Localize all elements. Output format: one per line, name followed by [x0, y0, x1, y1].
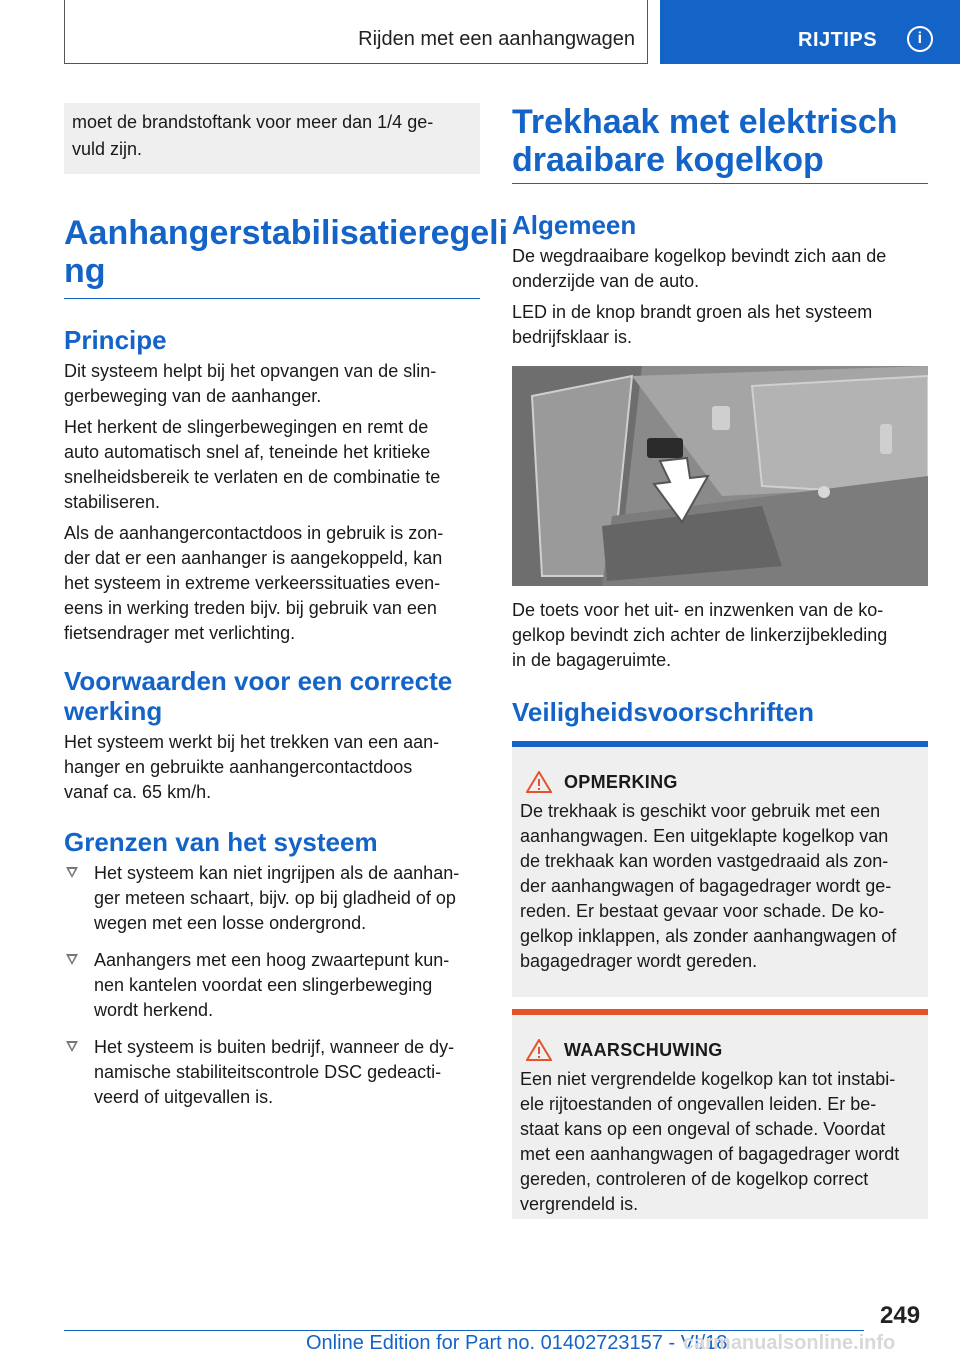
paragraph: Als de aanhangercontactdoos in gebruik is zon‐ der dat er een aanhanger is aangekoppeld, kan het systeem in extreme verkeerssituaties even‐ eens in werking treden bijv. bij gebruik van een fietsendrager met verlichting.	[64, 523, 444, 643]
header-section-title: Rijden met een aanhangwagen	[358, 28, 635, 50]
left-column	[64, 103, 509, 1122]
trunk-illustration	[512, 366, 928, 586]
notice-title: OPMERKING	[564, 771, 678, 792]
section-title-tow-hitch: Trekhaak met elektrisch draaibare kogelkop	[512, 103, 928, 184]
limits-list	[64, 861, 480, 1110]
warning-text: Een niet vergrendelde kogelkop kan tot instabi‐ ele rijtoestanden of ongevallen leiden. Er be‐ staat kans op een ongeval of schade. Voordat met een aanhangwagen of bagagedrager wordt gereden, controleren of de kogelkop correct vergrendeld is.	[520, 1069, 900, 1214]
chapter-title: RIJTIPS	[798, 29, 878, 51]
list-item: Aanhangers met een hoog zwaartepunt kun‐ nen kantelen voordat een slingerbeweging wordt herkend.	[64, 948, 480, 1023]
page-number: 249	[880, 1302, 921, 1329]
continued-note: moet de brandstoftank voor meer dan 1/4 ge‐ vuld zijn.	[64, 103, 480, 174]
footer-divider	[64, 1330, 864, 1331]
trunk-button-photo	[512, 366, 928, 586]
heading-limits: Grenzen van het systeem	[64, 827, 378, 857]
heading-safety: Veiligheidsvoorschriften	[512, 697, 814, 727]
heading-general: Algemeen	[512, 210, 637, 240]
info-icon: i	[907, 26, 933, 52]
warning-triangle-icon	[526, 771, 552, 793]
heading-conditions: Voorwaarden voor een correcte werking	[64, 666, 453, 726]
triangle-bullet-icon	[66, 954, 78, 965]
section-title-trailer-stability: Aanhangerstabilisatieregeli ng	[64, 214, 480, 299]
watermark: carmanualsonline.info	[683, 1332, 896, 1354]
paragraph: De wegdraaibare kogelkop bevindt zich aan de onderzijde van de auto.	[512, 246, 887, 291]
triangle-bullet-icon	[66, 867, 78, 878]
right-column	[512, 103, 928, 1219]
triangle-bullet-icon	[66, 1041, 78, 1052]
running-header	[64, 0, 648, 64]
warning-box	[512, 1009, 928, 1219]
list-item: Het systeem kan niet ingrijpen als de aanhan‐ ger meteen schaart, bijv. op bij gladheid of op wegen met een losse ondergrond.	[64, 861, 480, 936]
notice-text: De trekhaak is geschikt voor gebruik met een aanhangwagen. Een uitgeklapte kogelkop van de trekhaak kan worden vastgedraaid als zon‐ der aanhangwagen of bagagedrager wordt ge‐ reden. Er bestaat gevaar voor schade. De ko‐ gelkop inklappen, als zonder aanhangwagen of bagagedrager wordt gereden.	[520, 801, 897, 971]
paragraph: Het systeem werkt bij het trekken van een aan‐ hanger en gebruikte aanhangercontactdoos vanaf ca. 65 km/h.	[64, 732, 440, 802]
heading-principle: Principe	[64, 325, 167, 355]
edition-text: Online Edition for Part no. 01402723157 - VI/18	[306, 1332, 728, 1354]
list-item: Het systeem is buiten bedrijf, wanneer de dy‐ namische stabiliteitscontrole DSC gedeacti‐ veerd of uitgevallen is.	[64, 1035, 480, 1110]
figure-caption: De toets voor het uit- en inzwenken van de ko‐ gelkop bevindt zich achter de linkerzijbekleding in de bagageruimte.	[512, 600, 888, 670]
paragraph: LED in de knop brandt groen als het systeem bedrijfsklaar is.	[512, 302, 873, 347]
paragraph: Het herkent de slingerbewegingen en remt de auto automatisch snel af, teneinde het kritieke snelheidsbereik te verlaten en de combinatie te stabiliseren.	[64, 417, 441, 512]
chapter-tab[interactable]	[660, 0, 960, 64]
paragraph: Dit systeem helpt bij het opvangen van de slin‐ gerbeweging van de aanhanger.	[64, 361, 437, 406]
notice-box	[512, 741, 928, 997]
warning-title: WAARSCHUWING	[564, 1039, 723, 1060]
warning-triangle-icon	[526, 1039, 552, 1061]
